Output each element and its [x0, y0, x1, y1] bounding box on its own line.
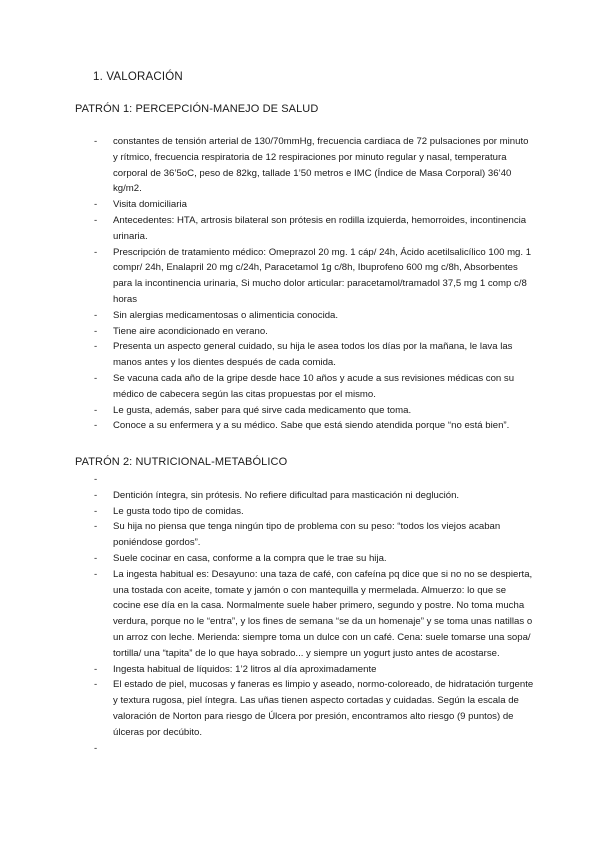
list-item: [94, 677, 534, 740]
list-item-text: - El estado de piel, mucosas y faneras es limpio y aseado, normo-coloreado, de hidratación turgente y textura rugosa, piel íntegra. Las uñas tienen aspecto cortadas y cuidadas. Según la escala de valoración de Norton para riesgo de Úlcera por presión, encontramos alto riesgo (9 puntos) de úlceras por decúbito.: [113, 679, 534, 738]
list-item-text: - Suele cocinar en casa, conforme a la compra que le trae su hija.: [113, 552, 387, 564]
list-item: [94, 504, 534, 520]
list-item-text: - Presenta un aspecto general cuidado, su hija le asea todos los días por la mañana, le lava las manos antes y los dientes después de cada comida.: [113, 341, 513, 369]
list-item-text: - Tiene aire acondicionado en verano.: [113, 325, 268, 337]
list-item: [94, 339, 534, 371]
list-item-text: - Visita domiciliaria: [113, 199, 187, 211]
section-title: 1. VALORACIÓN: [93, 71, 183, 83]
list-item-text: - Se vacuna cada año de la gripe desde hace 10 años y acude a sus revisiones médicas con su médico de cabecera según las citas propuestas por el mismo.: [113, 372, 515, 400]
list-item: [94, 551, 534, 567]
pattern1-list: [94, 134, 534, 434]
list-item: [94, 197, 534, 213]
list-item-text: - Dentición íntegra, sin prótesis. No refiere dificultad para masticación ni deglución.: [113, 489, 460, 501]
list-item-text: - Sin alergias medicamentosas o alimenticia conocida.: [113, 309, 339, 321]
list-item: [94, 472, 534, 488]
list-item: [94, 662, 534, 678]
list-item: [94, 567, 534, 662]
list-item: [94, 134, 534, 197]
pattern2-title: PATRÓN 2: NUTRICIONAL-METABÓLICO: [75, 456, 288, 468]
pattern2-list: [94, 472, 534, 756]
list-item: [94, 418, 534, 434]
list-item: [94, 741, 534, 757]
list-item: [94, 371, 534, 403]
list-item: [94, 324, 534, 340]
list-item: [94, 403, 534, 419]
list-item-text: - Le gusta todo tipo de comidas.: [113, 505, 244, 517]
list-item-text: - Antecedentes: HTA, artrosis bilateral son prótesis en rodilla izquierda, hemorroides, incontinencia urinaria.: [113, 214, 527, 242]
list-item: [94, 519, 534, 551]
list-item: [94, 245, 534, 308]
list-item-text: - Ingesta habitual de líquidos: 1’2 litros al día aproximadamente: [113, 663, 377, 675]
list-item-text: - Conoce a su enfermera y a su médico. Sabe que está siendo atendida porque “no está bien”.: [113, 420, 510, 432]
list-item-text: - La ingesta habitual es: Desayuno: una taza de café, con cafeína pq dice que si no no se despierta, una tostada con aceite, tomate y jamón o con mantequilla y mermelada. Almuerzo: lo que se cocine ese día en la casa. Normalmente suele haber primero, segundo y postre. No toma mucha verdura, porque no le “entra”, y los fines de semana “se da un homenaje” y se toma unas natillas o un arroz con leche. Merienda: siempre toma un dulce con un café. Cena: suele tomarse una sopa/ tortilla/ una “tapita” de lo que haya sobrado... y siempre un yogurt justo antes de acostarse.: [113, 568, 533, 659]
list-item: [94, 213, 534, 245]
list-item-text: - Le gusta, además, saber para qué sirve cada medicamento que toma.: [113, 404, 412, 416]
list-item-text: - Prescripción de tratamiento médico: Omeprazol 20 mg. 1 cáp/ 24h, Ácido acetilsalicílico 100 mg. 1 compr/ 24h, Enalapril 20 mg c/24h, Paracetamol 1g c/8h, Ibuprofeno 600 mg c/8h, Absorbentes para la incontinencia urinaria, Si mucho dolor articular: paracetamol/tramadol 37,5 mg 1 comp c/8 horas: [113, 246, 532, 305]
list-item-text: - constantes de tensión arterial de 130/70mmHg, frecuencia cardiaca de 72 pulsaciones por minuto y rítmico, frecuencia respiratoria de 12 respiraciones por minuto regular y nasal, temperatura corporal de 36’5oC, peso de 82kg, tallade 1’50 metros e IMC (Índice de Masa Corporal) 36’40 kg/m2.: [113, 136, 529, 195]
list-item-text: - Su hija no piensa que tenga ningún tipo de problema con su peso: “todos los viejos acaban poniéndose gordos”.: [113, 521, 501, 549]
list-item: [94, 488, 534, 504]
pattern1-title: PATRÓN 1: PERCEPCIÓN-MANEJO DE SALUD: [75, 103, 319, 115]
list-item: [94, 308, 534, 324]
